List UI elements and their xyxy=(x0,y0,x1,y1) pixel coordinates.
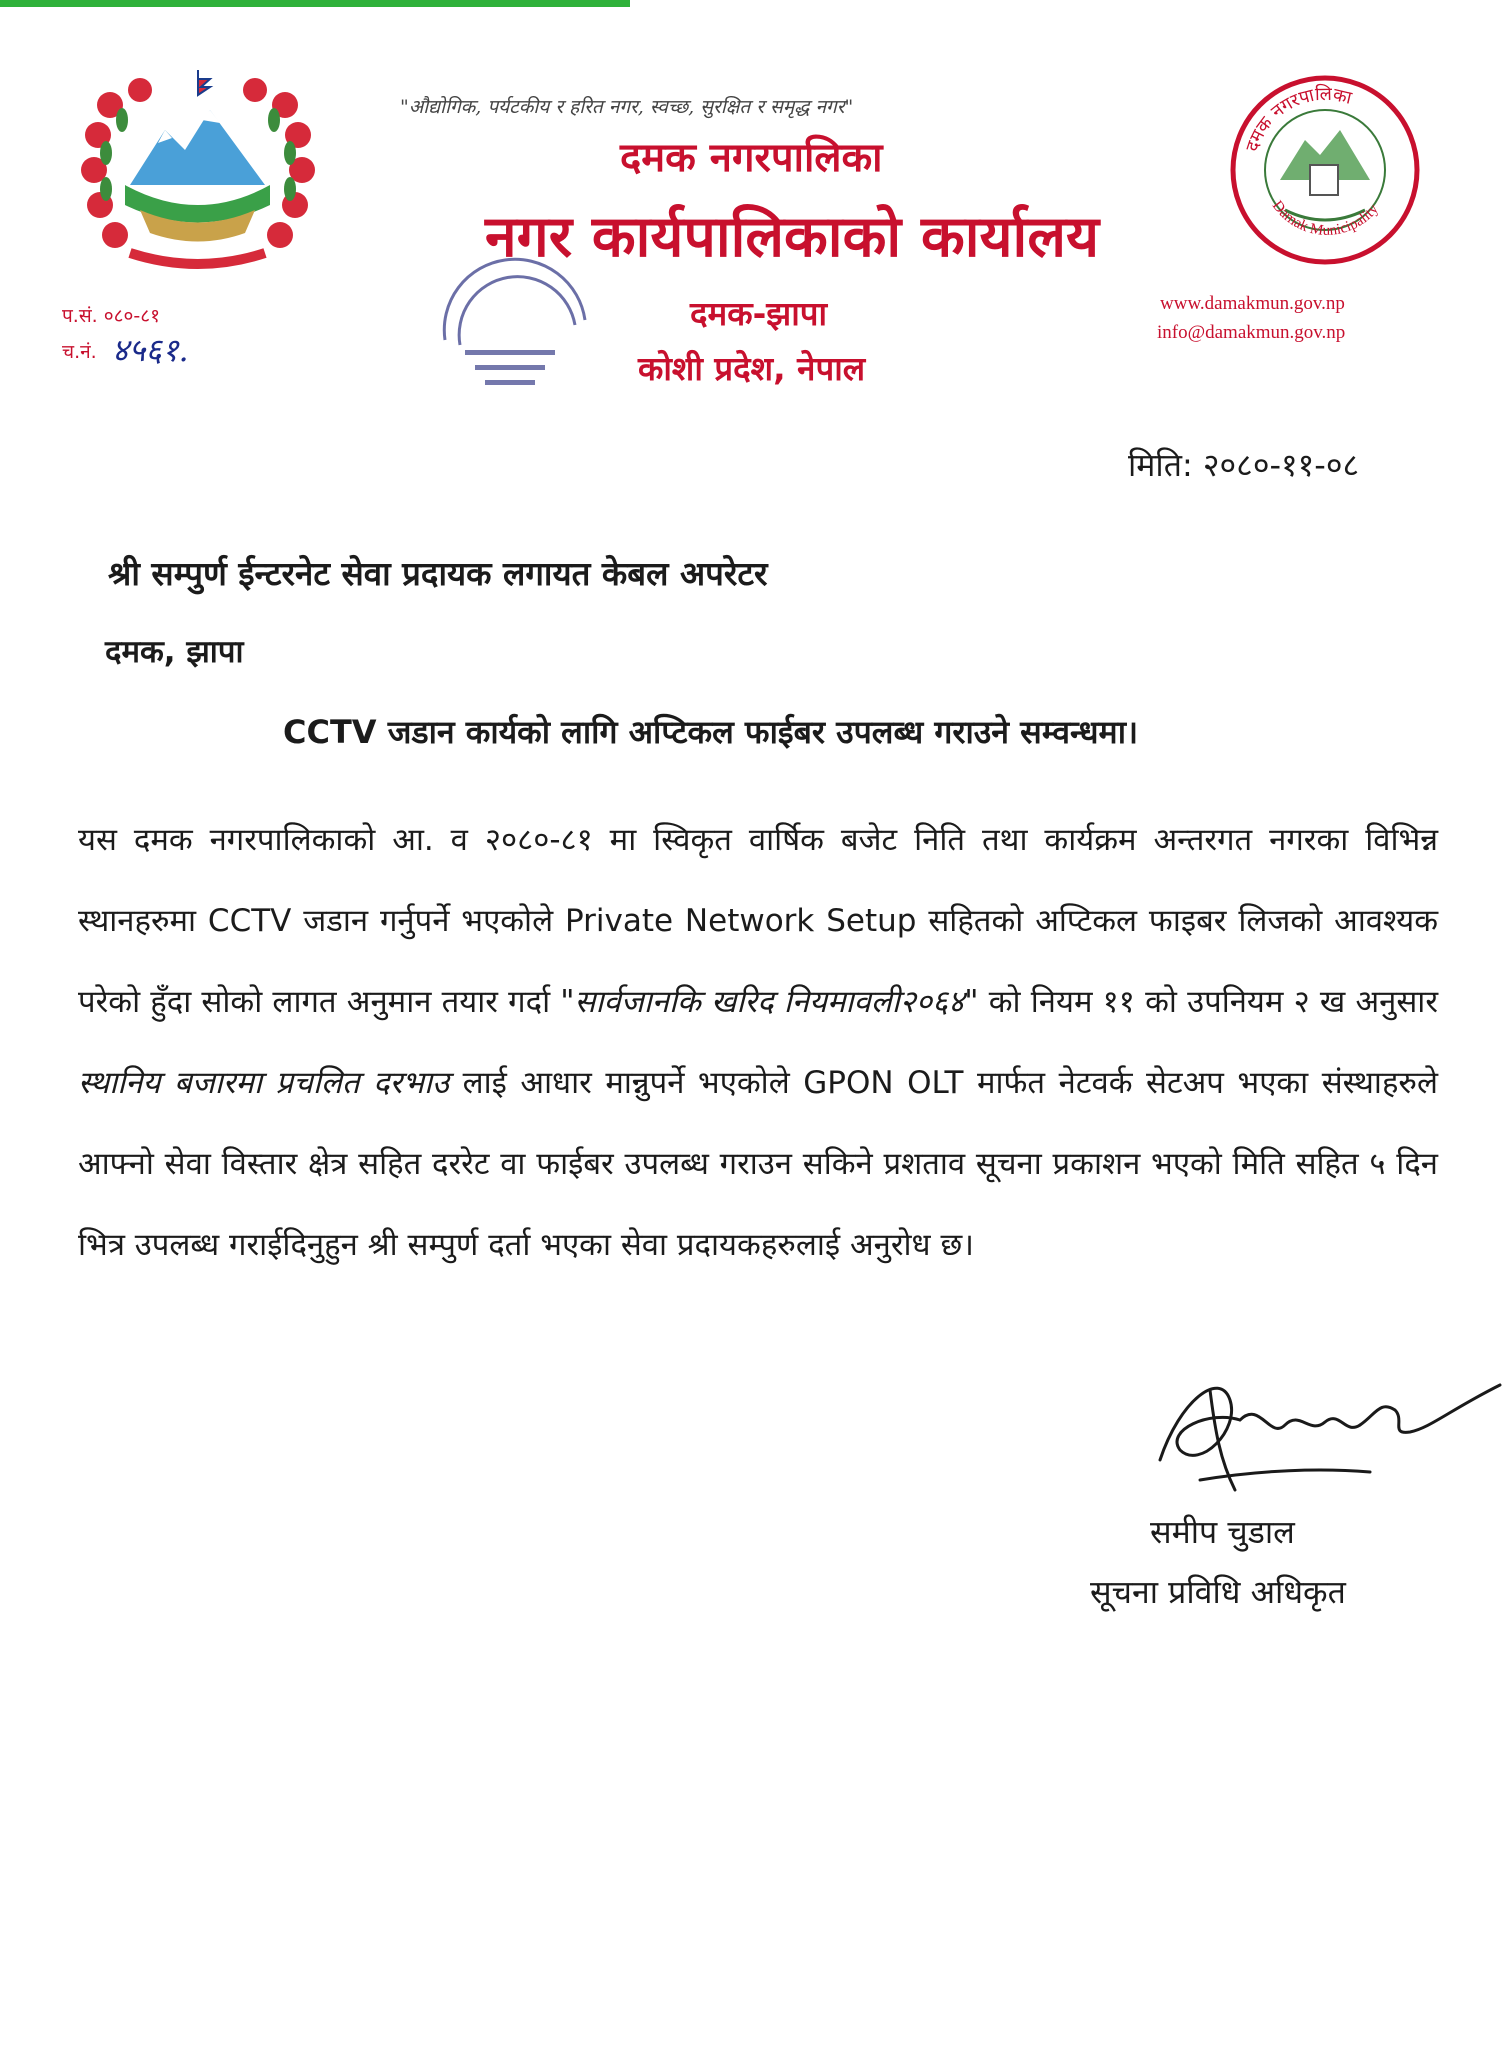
municipality-tagline: "औद्योगिक, पर्यटकीय र हरित नगर, स्वच्छ, सुरक्षित र समृद्ध नगर" xyxy=(400,96,854,118)
address-line-1: दमक-झापा xyxy=(690,294,828,333)
body-part-2: " को नियम ११ को उपनियम २ ख अनुसार xyxy=(964,984,1439,1020)
recipient: श्री सम्पुर्ण ईन्टरनेट सेवा प्रदायक लगायत केबल अपरेटर xyxy=(108,554,768,593)
letter-date: मिति: २०८०-११-०८ xyxy=(1128,446,1360,484)
office-stamp-icon xyxy=(425,250,605,400)
signer-name: समीप चुडाल xyxy=(1150,1513,1295,1551)
email-link[interactable]: info@damakmun.gov.np xyxy=(1157,322,1346,343)
seal-text-en: Damak Municipality xyxy=(1268,197,1382,239)
municipality-seal-icon xyxy=(1225,70,1425,270)
municipality-name: दमक नगरपालिका xyxy=(620,135,883,181)
letter-subject: CCTV जडान कार्यको लागि अप्टिकल फाईबर उपलब्ध गराउने सम्वन्धमा। xyxy=(283,713,1139,751)
address-line-2: कोशी प्रदेश, नेपाल xyxy=(638,349,866,388)
recipient-place: दमक, झापा xyxy=(105,634,244,670)
reference-number: प.सं. ०८०-८१ xyxy=(62,305,161,327)
body-part-1: यस दमक नगरपालिकाको आ. व २०८०-८१ मा स्विकृत वार्षिक बजेट निति तथा कार्यक्रम अन्तरगत नगरका विभिन्न स्थानहरुमा CCTV जडान गर्नुपर्ने भएकोले Private Network Setup सहितको अप्टिकल फाइबर लिजको आवश्यक परेको हुँदा सोको लागत अनुमान तयार गर्दा " xyxy=(78,822,1438,1020)
signature-icon xyxy=(1140,1340,1510,1500)
letter-body xyxy=(78,800,1438,1286)
body-part-3: लाई आधार मान्नुपर्ने भएकोले GPON OLT मार्फत नेटवर्क सेटअप भएका संस्थाहरुले आफ्नो सेवा विस्तार क्षेत्र सहित दररेट वा फाईबर उपलब्ध गराउन सकिने प्रशताव सूचना प्रकाशन भएको मिति सहित ५ दिन भित्र उपलब्ध गराईदिनुहुन श्री सम्पुर्ण दर्ता भएका सेवा प्रदायकहरुलाई अनुरोध छ। xyxy=(78,1065,1438,1263)
body-italic-2: स्थानिय बजारमा प्रचलित दरभाउ xyxy=(78,1065,450,1101)
top-green-bar xyxy=(0,0,630,7)
nepal-emblem-icon xyxy=(70,65,325,280)
website-link[interactable]: www.damakmun.gov.np xyxy=(1160,293,1345,314)
seal-text: दमक नगरपालिका xyxy=(1241,83,1354,155)
dispatch-number-label: च.नं. xyxy=(62,341,97,363)
signer-title: सूचना प्रविधि अधिकृत xyxy=(1090,1573,1346,1611)
dispatch-number-value: ४५६१. xyxy=(112,331,189,369)
body-italic-1: सार्वजानकि खरिद नियमावली२०६४ xyxy=(574,984,965,1020)
office-title: नगर कार्यपालिकाको कार्यालय xyxy=(485,204,1100,270)
